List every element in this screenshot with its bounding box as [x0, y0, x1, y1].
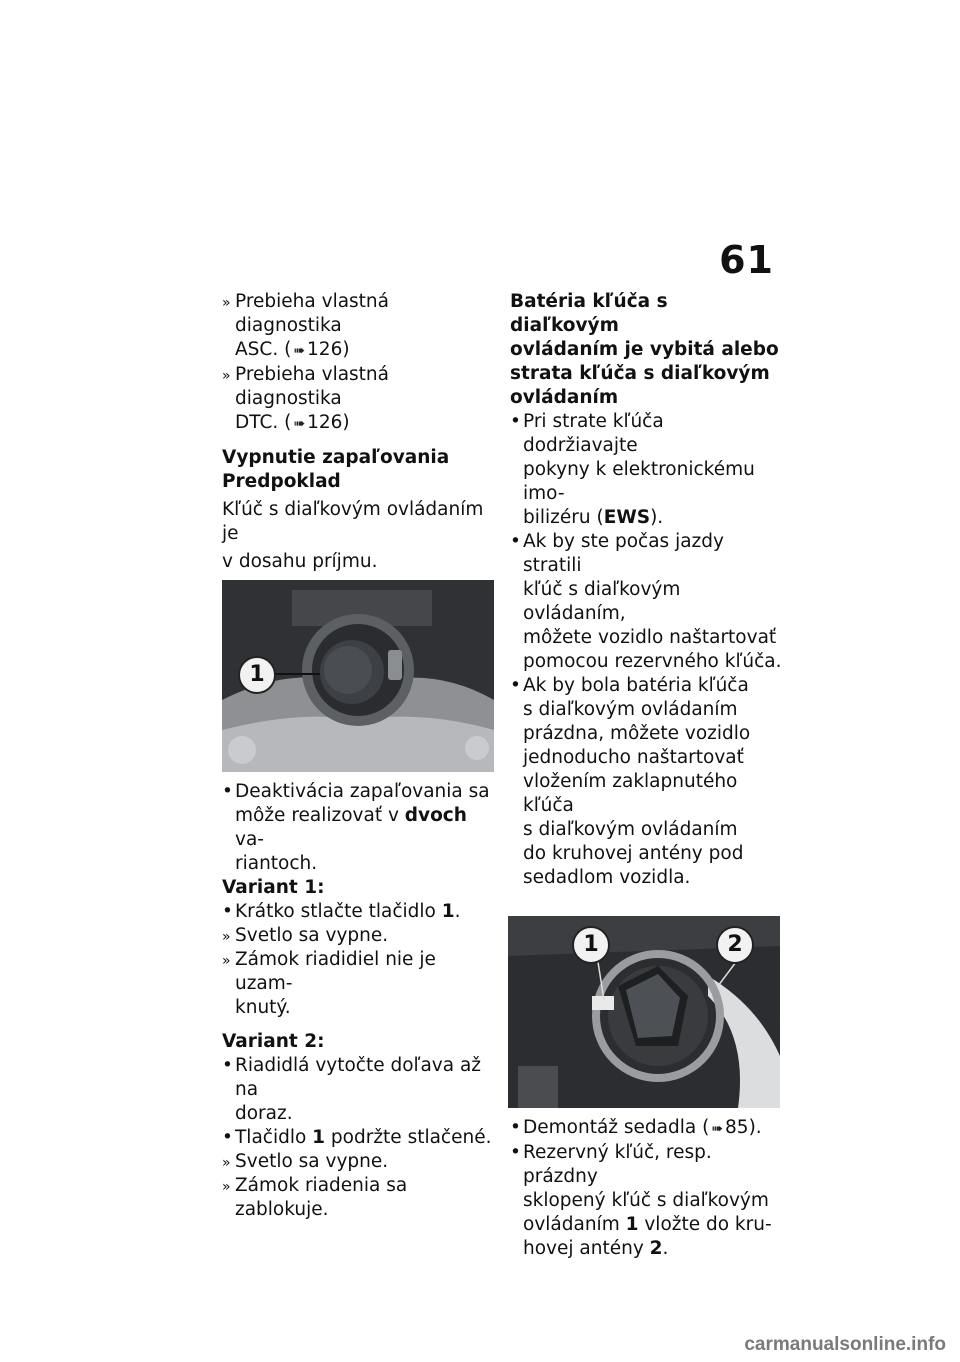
- right-column: [510, 290, 782, 1261]
- variant-heading: Variant 1:: [222, 877, 325, 898]
- result-item: » Prebieha vlastná diagnostika ASC. ( ➠ 126): [222, 290, 494, 363]
- section-heading: Vypnutie zapaľovania: [222, 447, 450, 468]
- step-item: • Pri strate kľúča dodržiavajte pokyny k elektronickému imo- bilizéru (EWS).: [510, 411, 755, 528]
- subheading-prerequisite: Predpoklad: [222, 471, 341, 492]
- arrow-ref-icon: ➠: [293, 416, 306, 432]
- step-item: • Krátko stlačte tlačidlo 1.: [222, 901, 461, 922]
- section-heading: ovládaním je vybitá alebo: [510, 339, 779, 360]
- arrow-ref-icon: ➠: [293, 343, 306, 359]
- result-item: » Zámok riadidiel nie je uzam- knutý.: [222, 949, 436, 1018]
- result-item: » Prebieha vlastná diagnostika DTC. ( ➠ 126): [222, 363, 494, 436]
- section-heading: strata kľúča s diaľkovým: [510, 363, 770, 384]
- arrow-ref-icon: ➠: [711, 1121, 724, 1137]
- callout-1: 1: [572, 926, 610, 964]
- prerequisite-text: Kľúč s diaľkovým ovládaním je: [222, 499, 484, 544]
- section-heading: Batéria kľúča s diaľkovým: [510, 291, 668, 336]
- left-column: [222, 290, 494, 1222]
- step-item: • Tlačidlo 1 podržte stlačené.: [222, 1127, 492, 1148]
- result-item: » Zámok riadenia sa zablokuje.: [222, 1175, 408, 1220]
- prerequisite-text: v dosahu príjmu.: [222, 551, 378, 572]
- callout-1: 1: [238, 656, 276, 694]
- result-item: » Svetlo sa vypne.: [222, 1151, 389, 1172]
- callout-2: 2: [716, 926, 754, 964]
- step-item: • Demontáž sedadla ( ➠ 85).: [510, 1116, 782, 1141]
- step-item: • Riadidlá vytočte doľava až na doraz.: [222, 1055, 482, 1124]
- watermark-footer[interactable]: carmanualsonline.info: [744, 1334, 946, 1355]
- step-item: • Ak by bola batéria kľúča s diaľkovým ovládaním prázdna, môžete vozidlo jednoducho naštartovať vložením zaklapnutého kľúča s diaľkovým ovládaním do kruhovej antény pod sedadlom vozidla.: [510, 675, 751, 888]
- step-item: • Ak by ste počas jazdy stratili kľúč s diaľkovým ovládaním, môžete vozidlo naštartovať pomocou rezervného kľúča.: [510, 531, 782, 672]
- section-heading: ovládaním: [510, 387, 619, 408]
- variant-heading: Variant 2:: [222, 1031, 325, 1052]
- result-item: » Svetlo sa vypne.: [222, 925, 389, 946]
- step-item: • Rezervný kľúč, resp. prázdny sklopený kľúč s diaľkovým ovládaním 1 vložte do kru- hovej antény 2.: [510, 1142, 772, 1259]
- step-item: • Deaktivácia zapaľovania sa môže realizovať v dvoch va- riantoch.: [222, 781, 490, 874]
- figure-ignition-button: [222, 580, 494, 772]
- page-number: 61: [719, 238, 774, 282]
- figure-seat-antenna: [508, 916, 780, 1108]
